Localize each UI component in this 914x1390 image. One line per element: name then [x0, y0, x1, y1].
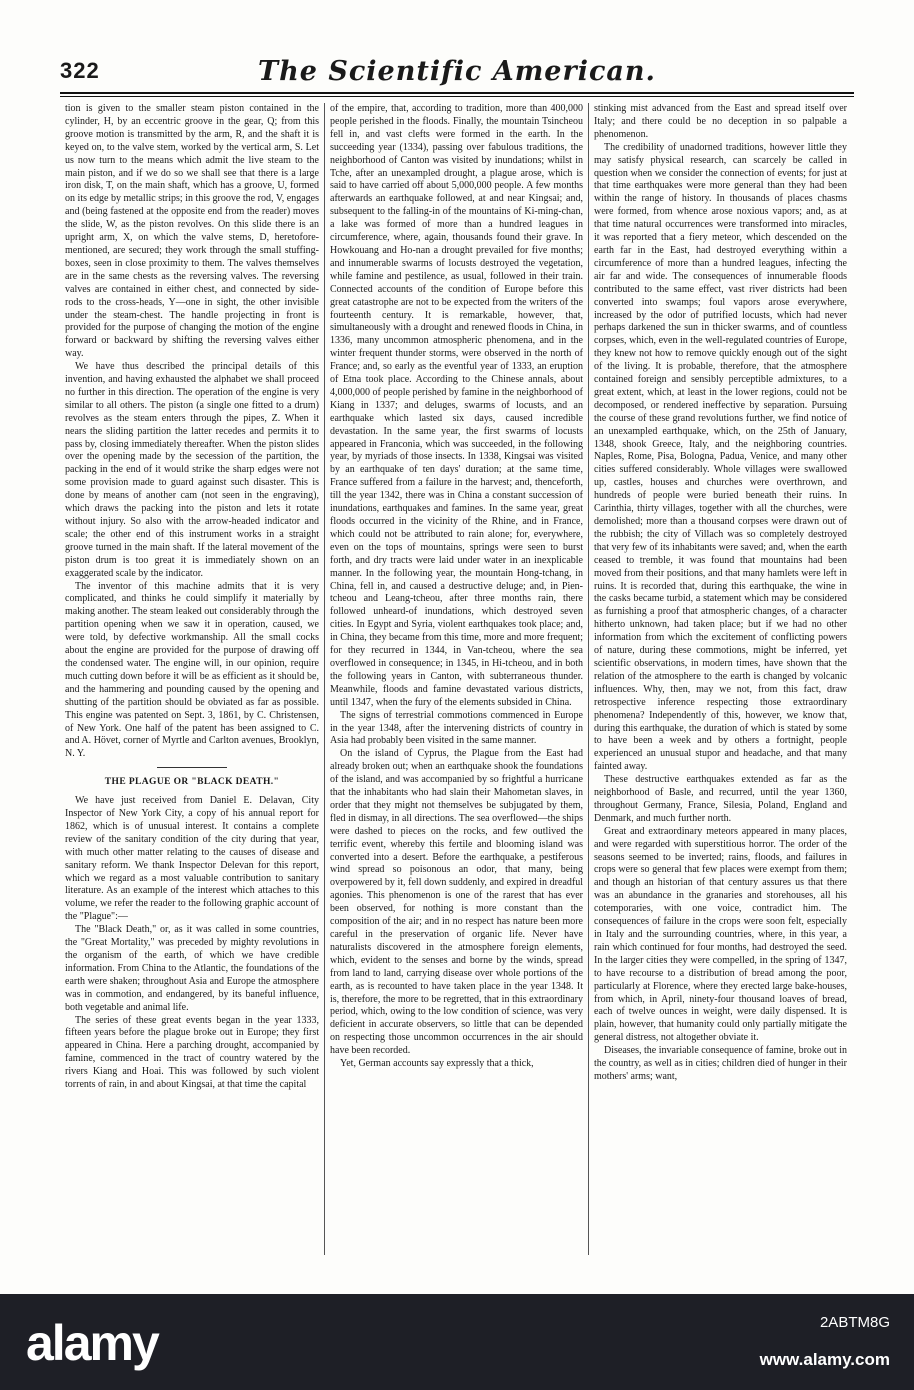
page-number: 322	[60, 58, 100, 83]
column-right	[588, 103, 852, 1255]
masthead-title: The Scientific American.	[258, 56, 656, 87]
article-columns	[60, 103, 853, 1255]
col3-paragraph: stinking mist advanced from the East and spread itself over Italy; and there could be no deception in so palpable a phenomenon.	[594, 103, 847, 140]
col3-paragraph: The credibility of unadorned traditions, however little they may satisfy physical research, can scarcely be called in question when we consider the connection of events; for just at that time earthquakes were more general than they had been within the range of history. In thousands of places chasms were formed, from whence arose noxious vapors; and, as at that time natural occurrences were transformed into miracles, it was reported that a fiery meteor, which descended on the earth far in the East, had destroyed everything within a circumference of more than a hundred leagues, infecting the air far and wide. The consequences of innumerable floods contributed to the same effect, vast river districts had been converted into swamps; foul vapors arose everywhere, increased by the odor of putrified locusts, which had never perhaps darkened the sun in thicker swarms, and of countless corpses, which, even in the well-regulated countries of Europe, they knew not how to remove quickly enough out of the sight of the living. It is probable, therefore, that the atmosphere contained foreign and sensibly perceptible admixtures, to a great extent, which, at least in the lower regions, could not be decomposed, or rendered ineffective by separation. Pursuing the course of these grand revolutions further, we find notice of an unexampled earthquake, which, on the 25th of January, 1348, shook Greece, Italy, and the neighboring countries. Naples, Rome, Pisa, Bologna, Padua, Venice, and many other cities suffered considerably. Whole villages were swallowed up, castles, houses and churches were overthrown, and hundreds of people were buried beneath their ruins. In Carinthia, thirty villages, together with all the churches, were demolished; more than a thousand corpses were drawn out of the rubbish; the city of Villach was so completely destroyed that very few of its inhabitants were saved; and, when the earth ceased to tremble, it was found that mountains had been moved from their positions, and that many hamlets were left in ruins. It is recorded that, during this earthquake, the wine in the casks became turbid, a statement which may be considered as furnishing a proof that atmospheric changes, of a character hitherto unknown, had taken place; but if we had no other information from which the excitement of conflicting powers of nature, during these commotions, might be inferred, yet scientific observations, in modern times, have shown that the relation of the atmosphere to the earth is changed by volcanic influences. Why, then, may we not, from this fact, draw retrospective inference respecting those extraordinary phenomena? Independently of this, however, we know that, during this earthquake, the duration of which is stated by some to have been a week and by others a fortnight, people experienced an unusual stupor and headache, and that many fainted away.	[594, 141, 847, 773]
col3-paragraph: Diseases, the invariable consequence of famine, broke out in the country, as well as in cities; children died of hunger in their mothers' arms; want,	[594, 1045, 847, 1082]
col2-paragraph: The signs of terrestrial commotions commenced in Europe in the year 1348, after the intervening districts of country in Asia had probably been visited in the same manner.	[330, 709, 583, 747]
section-divider	[157, 767, 227, 768]
column-left	[60, 103, 324, 1255]
col3-paragraph: Great and extraordinary meteors appeared in many places, and were regarded with superstitious horror. The order of the seasons seemed to be inverted; rains, floods, and failures in crops were so general that few places were exempt from them; and though an historian of that century assures us that there was an abundance in the granaries and storehouses, all his cotemporaries, with one voice, contradict him. The consequences of failure in the crops were soon felt, especially in Italy and the surrounding countries, where, in this year, a rain which continued for four months, had destroyed the seed. In the larger cities they were compelled, in the spring of 1347, to have recourse to a distribution of bread among the poor, particularly at Florence, where they erected large bake-houses, from which, in April, ninety-four thousand loaves of bread, each of twelve ounces in weight, were daily dispensed. It is plain, however, that humanity could only partially mitigate the general distress, not altogether obviate it.	[594, 825, 847, 1044]
col3-paragraph: These destructive earthquakes extended as far as the neighborhood of Basle, and recurred, until the year 1360, throughout Germany, France, Silesia, Poland, England and Denmark, and much further north.	[594, 774, 847, 824]
col2-paragraph: of the empire, that, according to tradition, more than 400,000 people perished in the floods. Finally, the mountain Tsincheou fell in, and vast clefts were formed in the earth. In the succeeding year (1334), passing over fabulous traditions, the neighborhood of Canton was visited by inundations; whilst in Tche, after an unexampled drought, a plague arose, which is said to have carried off about 5,000,000 people. A few months afterwards an earthquake followed, at and near Kingsai; and, subsequent to the falling-in of the mountains of Ki-ming-chan, a lake was formed of more than a hundred leagues in circumference, where, again, thousands found their grave. In Howkouang and Ho-nan a drought prevailed for five months; and innumerable swarms of locusts destroyed the vegetation, while famine and pestilence, as usual, followed in their train. Connected accounts of the condition of Europe before this great catastrophe are not to be expected from the writers of the fourteenth century. It is remarkable, however, that, simultaneously with a drought and renewed floods in China, in 1336, many uncommon atmospheric phenomena, and in the winter frequent thunder storms, were observed in the north of France; and, so early as the eventful year of 1333, an eruption of Etna took place. According to the Chinese annals, about 4,000,000 of people perished by famine in the neighborhood of Kiang in 1337; and deluges, swarms of locusts, and an earthquake which lasted six days, caused incredible devastation. In the same year, the first swarms of locusts appeared in Franconia, which was succeeded, in the following year, by myriads of those insects. In 1338, Kingsai was visited by an earthquake of ten days' duration; at the same time, France suffered from a failure in the harvest; and, thenceforth, till the year 1342, there was in China a constant succession of inundations, earthquakes and famines. In the same year, great floods occurred in the vicinity of the Rhine, and in France, which could not be attributed to rain alone; for, everywhere, even on the tops of mountains, springs were seen to burst forth, and dry tracts were laid under water in an inexplicable manner. In the following year, the mountain Hong-tchang, in China, fell in, and caused a destructive deluge; and, in Pien-tcheou and Leang-tcheou, after three months rain, there followed unheard-of inundations, which destroyed seven cities. In Egypt and Syria, violent earthquakes took place; and, in China, they became from this time, more and more frequent; for they recurred in 1344, in Van-tcheou, where the sea overflowed in consequence; in 1345, in Hi-tcheou, and in both the following years in Canton, with subterraneous thunder. Meanwhile, floods and famine devastated various districts, until 1347, when the fury of the elements subsided in China.	[330, 103, 583, 708]
page-header	[60, 58, 854, 92]
col2-paragraph: Yet, German accounts say expressly that a thick,	[340, 1058, 534, 1070]
alamy-logo: alamy	[26, 1315, 158, 1371]
col1-paragraph: tion is given to the smaller steam piston contained in the cylinder, H, by an eccentric groove in the gear, Q; from this groove motion is transmitted by the arm, R, and the shaft it is keyed on, to the valve stem, worked by the vertical arm, S. Let us now turn to the means which admit the live steam to the main piston, and if we do so we shall see that there is a large iron disk, T, on the main shaft, which has a groove, U, formed on its edge by metallic strips; in this groove the rod, V, engages and (being fastened at the opposite end from the reader) moves the slide, W, as the piston revolves. On this slide there is an upright arm, X, on which the valve stems, D, heretofore-mentioned, are secured; they work through the small stuffing-boxes, seen in close proximity to them. The valves themselves are in the same chests as the reversing valves. The reversing valves are contained in either chest, and connected by side-rods to the cross-heads, Y—one in sight, the other invisible under the steam-chest. The handle projecting in front is provided for the purpose of changing the motion of the engine forward or backward by shifting the reversing valves either way.	[65, 103, 319, 360]
image-id: 2ABTM8G	[819, 1314, 890, 1331]
col1-paragraph: The inventor of this machine admits that it is very complicated, and thinks he could simplify it materially by making another. The steam leaked out considerably through the partition opening when we saw it in operation, caused, we were told, by defective workmanship. All the small cocks about the engine are provided for the purpose of drawing off the condensed water. The engine will, in our opinion, require much cutting down before it will be as efficient as it should be, and the hammering and pounding caused by the opening and shutting of the partition should be obviated as far as possible. This engine was patented on Sept. 3, 1861, by C. Christensen, of New York. One half of the patent has been assigned to C. and A. Hövet, corner of Myrtle and Carlton avenues, Brooklyn, N. Y.	[65, 580, 319, 760]
col1-paragraph: The "Black Death," or, as it was called in some countries, the "Great Mortality," was preceded by mighty revolutions in the organism of the earth, of which we have credible information. From China to the Atlantic, the foundations of the earth were shaken; throughout Asia and Europe the atmosphere was in commotion, and endangered, by its baneful influence, both vegetable and animal life.	[65, 924, 319, 1013]
site-url: www.alamy.com	[759, 1350, 890, 1369]
col1-paragraph: We have just received from Daniel E. Delavan, City Inspector of New York City, a copy of his annual report for 1862, which is of unusual interest. It contains a complete review of the sanitary condition of the city during that year, with much other matter relating to the causes of disease and sanitary reform. We thank Inspector Delevan for this report, which we regard as a most valuable contribution to sanitary literature. As an example of the interest which attaches to this volume, we refer the reader to the following graphic account of the "Plague":—	[65, 795, 319, 923]
header-rule-thin	[60, 96, 854, 97]
column-middle	[324, 103, 588, 1255]
watermark-banner	[0, 1294, 914, 1390]
col1-paragraph: The series of these great events began in the year 1333, fifteen years before the plague broke out in Europe; they first appeared in China. Here a parching drought, accompanied by famine, commenced in the tract of country watered by the rivers Kiang and Hoai. This was followed by such violent torrents of rain, in and about Kingsai, at that time the capital	[65, 1014, 319, 1091]
col2-paragraph: On the island of Cyprus, the Plague from the East had already broken out; when an earthquake shook the foundations of the island, and was accompanied by so frightful a hurricane that the inhabitants who had slain their Mahometan slaves, in order that they might not themselves be subjugated by them, fled in dismay, in all directions. The sea overflowed—the ships were dashed to pieces on the rocks, and few outlived the terrific event, whereby this fertile and blooming island was converted into a desert. Before the earthquake, a pestiferous wind spread so poisonous an odor, that many, being overpowered by it, fell down suddenly, and expired in dreadful agonies. This phenomenon is one of the rarest that has ever been observed, for nothing is more constant than the composition of the air; and in no respect has nature been more careful in the preservation of organic life. Never have naturalists discovered in the atmosphere foreign elements, which, evident to the senses and borne by the winds, spread from land to land, carrying disease over whole portions of the earth, as is recounted to have taken place in the year 1348. It is, therefore, the more to be regretted, that in this extraordinary period, which, owing to the low condition of science, was very deficient in accurate observers, so little that can be depended on respecting those uncommon occurrences in the air should have been recorded.	[330, 748, 583, 1057]
section-heading-plague: THE PLAGUE OR "BLACK DEATH."	[104, 777, 280, 788]
header-rule-thick	[60, 92, 854, 94]
col1-paragraph: We have thus described the principal details of this invention, and having exhausted the alphabet we shall proceed no further in this direction. The operation of the engine is very similar to all others. The piston (a single one fitted to a drum) revolves as the steam enters through the pipes, Z. When it nears the sliding partition the latter recedes and permits it to pass by, closing immediately thereafter. When the piston slides over the opening made by the secession of the partition, the packing in the end of it would strike the sharp edges were not some provision made to guard against such disaster. This is done by means of another cam (not seen in the engraving), which draws the packing into the piston and lets it rotate without injury. So also with the arrow-headed indicator and scale; the other end of this instrument works in a straight groove turned in the main shaft. If the lateral movement of the piston drum is too great it is immediately shown on an exaggerated scale by the indicator.	[65, 361, 319, 579]
